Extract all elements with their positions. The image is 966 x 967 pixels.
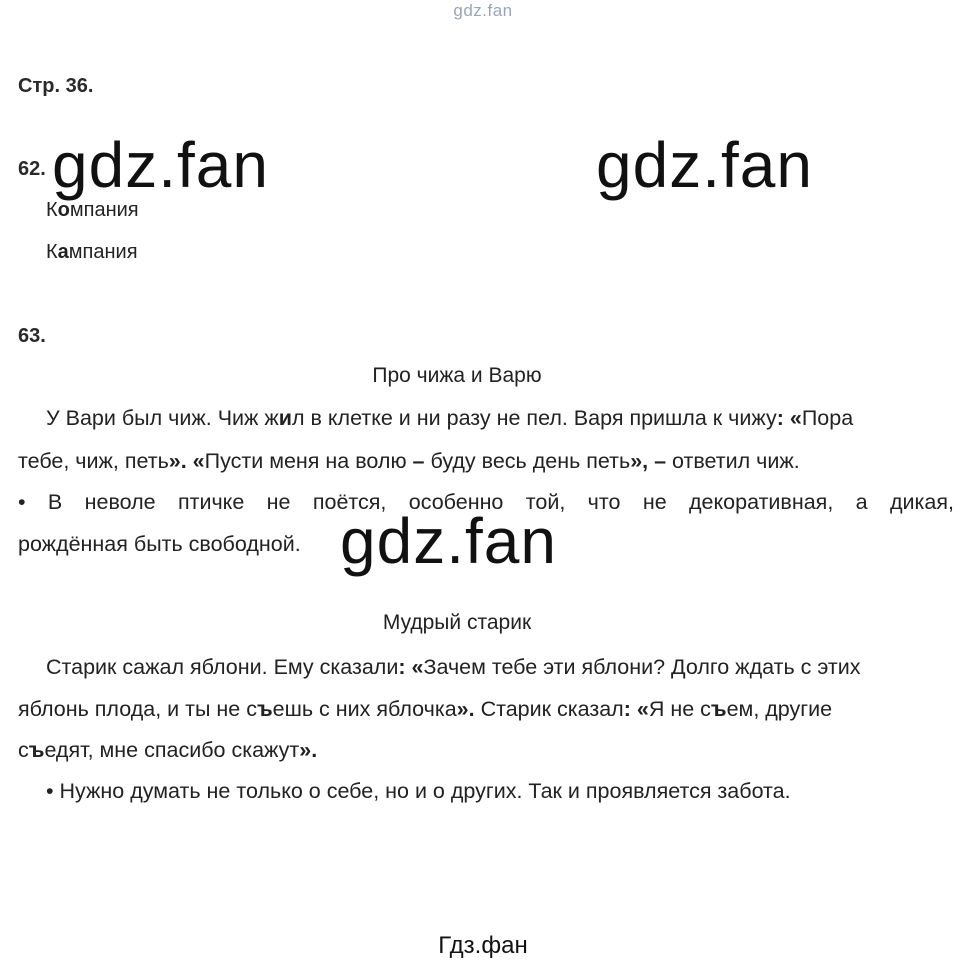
story1-line-3: • В неволе птичке не поётся, особенно той, что не декоративная, а дикая, [18, 490, 954, 514]
story2-line-3: съедят, мне спасибо скажут». [18, 738, 318, 762]
story1-line-1: У Вари был чиж. Чиж жил в клетке и ни разу не пел. Варя пришла к чижу: «Пора [46, 406, 854, 430]
word-kampaniya: Кампания [46, 241, 138, 263]
watermark-top: gdz.fan [453, 1, 513, 20]
story-title-1: Про чижа и Варю [372, 364, 542, 387]
page-label: Стр. 36. [18, 75, 94, 97]
stress-letter: а [57, 241, 69, 263]
story1-line-4: рождённая быть свободной. [18, 532, 301, 556]
watermark: gdz.fan [596, 129, 813, 201]
stress-letter: о [57, 199, 70, 221]
watermark: gdz.fan [52, 129, 269, 201]
exercise-62-number: 62. [18, 158, 46, 180]
story1-line-2: тебе, чиж, петь». «Пусти меня на волю – буду весь день петь», – ответил чиж. [18, 449, 800, 473]
footer-watermark: Гдз.фан [438, 932, 528, 959]
story-title-2: Мудрый старик [382, 611, 532, 634]
word-kompaniya: Компания [46, 199, 139, 221]
exercise-63-number: 63. [18, 325, 46, 347]
story2-line-4: • Нужно думать не только о себе, но и о других. Так и проявляется забота. [46, 779, 791, 803]
cropped-text-fragment [18, 903, 478, 913]
story2-line-2: яблонь плода, и ты не съешь с них яблочка». Старик сказал: «Я не съем, другие [18, 697, 833, 721]
watermark: gdz.fan [340, 505, 557, 577]
story2-line-1: Старик сажал яблони. Ему сказали: «Зачем тебе эти яблони? Долго ждать с этих [46, 655, 861, 679]
